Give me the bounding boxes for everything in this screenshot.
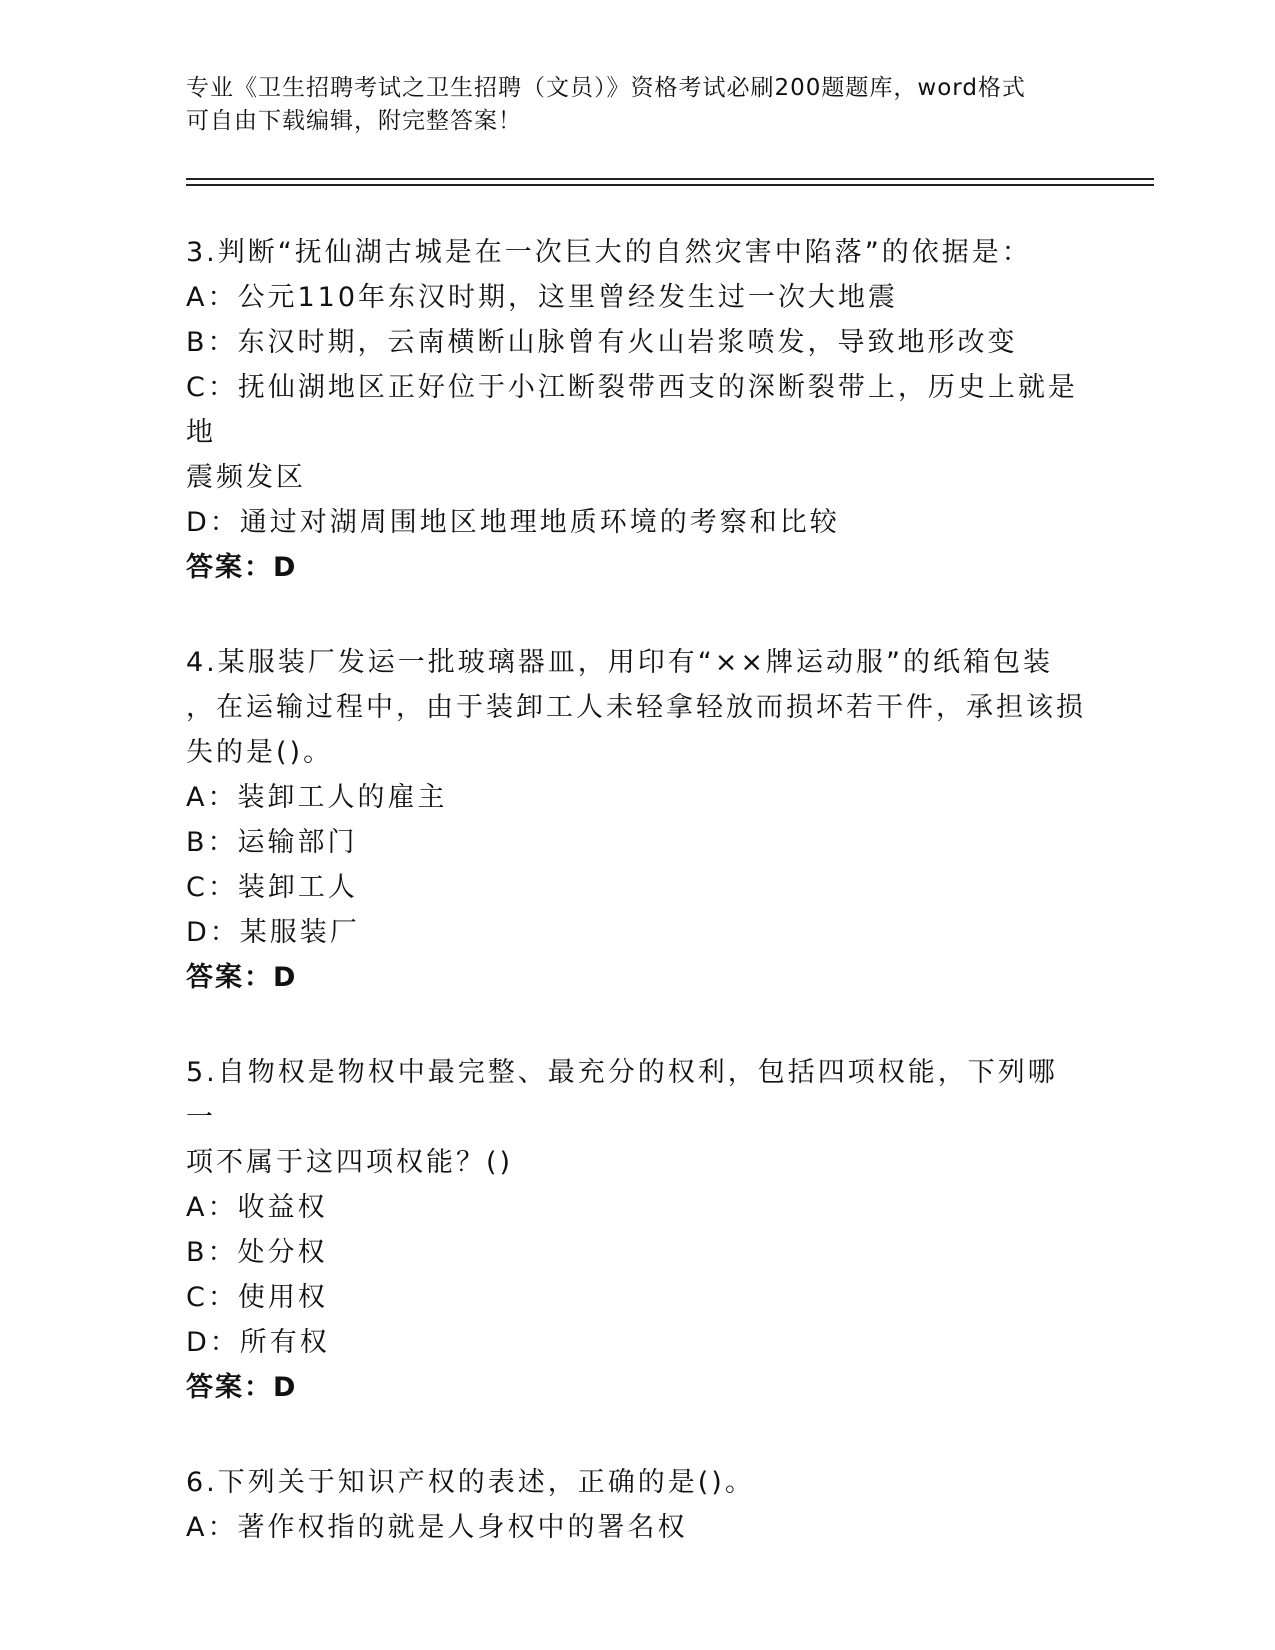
option-line: B：东汉时期，云南横断山脉曾有火山岩浆喷发，导致地形改变 bbox=[186, 327, 1018, 358]
option-line: B：运输部门 bbox=[186, 827, 358, 858]
option-line: D：某服装厂 bbox=[186, 917, 360, 948]
document-header bbox=[186, 72, 1086, 138]
question-list bbox=[186, 230, 1086, 1600]
option-line: C：使用权 bbox=[186, 1282, 328, 1313]
question-stem-line: ，在运输过程中，由于装卸工人未轻拿轻放而损坏若干件，承担该损 bbox=[186, 692, 1086, 723]
question-block bbox=[186, 640, 1086, 1000]
question-stem-line: 3.判断“抚仙湖古城是在一次巨大的自然灾害中陷落”的依据是： bbox=[186, 237, 1032, 268]
option-line: A：公元110年东汉时期，这里曾经发生过一次大地震 bbox=[186, 282, 899, 313]
answer-line: 答案：D bbox=[186, 962, 298, 993]
question-stem-line: 失的是()。 bbox=[186, 737, 334, 768]
question-stem-line: 6.下列关于知识产权的表述，正确的是()。 bbox=[186, 1467, 755, 1498]
answer-line: 答案：D bbox=[186, 552, 298, 583]
question-stem-line: 5.自物权是物权中最完整、最充分的权利，包括四项权能，下列哪一 bbox=[186, 1057, 1058, 1133]
option-line: A：收益权 bbox=[186, 1192, 328, 1223]
question-block bbox=[186, 230, 1086, 590]
option-line: 震频发区 bbox=[186, 462, 306, 493]
question-block bbox=[186, 1460, 1086, 1550]
question-stem-line: 4.某服装厂发运一批玻璃器皿，用印有“××牌运动服”的纸箱包装 bbox=[186, 647, 1053, 678]
option-line: C：装卸工人 bbox=[186, 872, 358, 903]
option-line: A：装卸工人的雇主 bbox=[186, 782, 448, 813]
option-line: D：所有权 bbox=[186, 1327, 330, 1358]
header-divider-bottom bbox=[186, 184, 1154, 186]
question-block bbox=[186, 1050, 1086, 1410]
answer-line: 答案：D bbox=[186, 1372, 298, 1403]
question-stem-line: 项不属于这四项权能？() bbox=[186, 1147, 514, 1178]
option-line: C：抚仙湖地区正好位于小江断裂带西支的深断裂带上，历史上就是地 bbox=[186, 372, 1078, 448]
option-line: D：通过对湖周围地区地理地质环境的考察和比较 bbox=[186, 507, 840, 538]
option-line: A：著作权指的就是人身权中的署名权 bbox=[186, 1512, 688, 1543]
header-line-1: 专业《卫生招聘考试之卫生招聘（文员）》资格考试必刷200题题库，word格式 bbox=[186, 75, 1026, 101]
option-line: B：处分权 bbox=[186, 1237, 328, 1268]
header-line-2: 可自由下载编辑，附完整答案！ bbox=[186, 108, 522, 134]
header-divider-top bbox=[186, 178, 1154, 180]
